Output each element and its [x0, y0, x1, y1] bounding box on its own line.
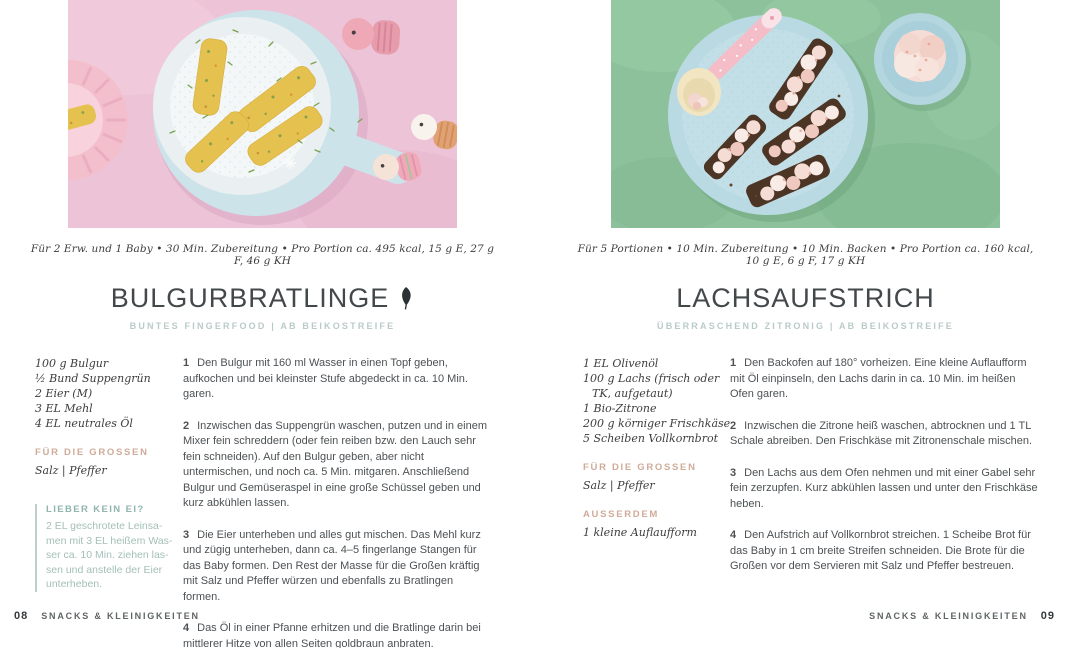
- ingredient-item: 4 EL neutrales Öl: [35, 417, 133, 430]
- for-adults-heading: FÜR DIE GROSSEN: [583, 462, 697, 473]
- chapter-label: SNACKS & KLEINIGKEITEN: [869, 611, 1028, 621]
- ingredient-item: 5 Scheiben Vollkornbrot: [583, 432, 719, 445]
- ingredients-column: [583, 356, 735, 540]
- tip-line: 2 EL geschrotete Leinsa-: [46, 520, 163, 532]
- salmon-photo-illustration: [611, 0, 1000, 228]
- tip-line: men mit 3 EL heißem Was-: [46, 534, 173, 547]
- ingredient-item: 1 EL Olivenöl: [583, 357, 659, 370]
- recipe-subtitle: ÜBERRASCHEND ZITRONIG | AB BEIKOSTREIFE: [657, 321, 954, 331]
- page-number: 08: [14, 610, 29, 622]
- for-adults-heading: FÜR DIE GROSSEN: [35, 447, 149, 458]
- step-2: [730, 419, 1038, 450]
- bulgur-photo-illustration: [68, 0, 457, 228]
- recipe-title-row: [30, 283, 495, 314]
- step-1: [730, 356, 1038, 403]
- recipe-title: LACHSAUFSTRICH: [676, 283, 935, 313]
- step-text: Den Bulgur mit 160 ml Wasser in einen Topf geben, aufkochen und bei kleinster Stufe abgedeckt in ca. 10 Min. garen.: [183, 357, 468, 400]
- step-3: [730, 466, 1038, 513]
- step-number: 4: [183, 622, 190, 634]
- page-left-bulgurbratlinge: [0, 0, 534, 648]
- ingredient-item: ½ Bund Suppengrün: [35, 372, 151, 385]
- page-number: 09: [1040, 610, 1055, 622]
- tip-line: unterheben.: [46, 578, 103, 590]
- step-number: 4: [730, 529, 737, 541]
- vegetarian-leaf-icon: [398, 286, 414, 310]
- recipe-subtitle: BUNTES FINGERFOOD | AB BEIKOSTREIFE: [129, 321, 396, 331]
- also-needed-heading: AUSSERDEM: [583, 509, 660, 520]
- step-text: Den Backofen auf 180° vorheizen. Eine kleine Auflaufform mit Öl einpinseln, den Lachs darin in ca. 10 Min. im heißen Ofen garen.: [730, 357, 1027, 400]
- tip-text: [46, 519, 183, 592]
- ingredient-item: 200 g körniger Frischkäse: [583, 417, 731, 430]
- recipe-title: BULGURBRATLINGE: [110, 283, 390, 313]
- chapter-label: SNACKS & KLEINIGKEITEN: [41, 611, 200, 621]
- egg-free-tip-box: [35, 504, 183, 592]
- ingredient-item: 100 g Bulgur: [35, 357, 109, 370]
- tip-line: ser ca. 10 Min. ziehen las-: [46, 549, 169, 561]
- ingredient-item: 100 g Lachs (frisch oder TK, aufgetaut): [583, 372, 720, 400]
- step-text: Das Öl in einer Pfanne erhitzen und die Bratlinge darin bei mittlerer Hitze von allen Seiten goldbraun anbraten.: [183, 622, 481, 648]
- also-needed-text: 1 kleine Auflaufform: [583, 526, 697, 539]
- recipe-photo-bulgurbratlinge: [68, 0, 457, 228]
- step-text: Die Eier unterheben und alles gut mischen. Das Mehl kurz und zügig unterheben, dann ca. 4–5 fingerlange Stangen für das Baby formen. Den Rest der Masse für die Großen kräftig mit Salz und Pfeffer würzen und ebenfalls zu Bratlingen formen.: [183, 528, 481, 603]
- step-text: Inzwischen das Suppengrün waschen, putzen und in einem Mixer fein schreddern (oder fein reiben bzw. den Lauch sehr fein schneiden). Auf den Bulgur geben, aber nicht untermischen, und noch ca. 5 Min. mitgaren. Anschließend Bulgur und Gemüseraspel in eine große Schüssel geben und kurz abkühlen lassen.: [183, 419, 487, 509]
- ingredient-item: 2 Eier (M): [35, 387, 93, 400]
- page-footer: [869, 610, 1055, 622]
- for-adults-text: Salz | Pfeffer: [35, 464, 107, 477]
- step-2: [183, 419, 490, 512]
- step-number: 1: [183, 357, 190, 369]
- step-1: [183, 356, 490, 403]
- white-plate: [153, 17, 331, 195]
- recipe-photo-lachsaufstrich: [611, 0, 1000, 228]
- step-text: Den Aufstrich auf Vollkornbrot streichen. 1 Scheibe Brot für das Baby in 1 cm breite Streifen schneiden. Die Brote für die Großen vor dem Servieren mit Salz und Pfeffer bestreuen.: [730, 529, 1031, 572]
- recipe-title-row: [573, 283, 1038, 314]
- step-number: 2: [183, 419, 190, 432]
- ingredient-item: 1 Bio-Zitrone: [583, 402, 657, 415]
- step-number: 2: [730, 419, 737, 432]
- recipe-meta: Für 2 Erw. und 1 Baby • 30 Min. Zubereitung • Pro Portion ca. 495 kcal, 15 g E, 27 g F, 46 g KH: [30, 243, 495, 267]
- ingredients-column: [35, 356, 183, 592]
- page-footer: [14, 610, 200, 622]
- tip-line: sen und anstelle der Eier: [46, 563, 163, 576]
- steps-column: [183, 356, 490, 648]
- recipe-meta: Für 5 Portionen • 10 Min. Zubereitung • 10 Min. Backen • Pro Portion ca. 160 kcal, 10 g E, 6 g F, 17 g KH: [577, 243, 1034, 267]
- page-right-lachsaufstrich: [534, 0, 1069, 648]
- step-text: Den Lachs aus dem Ofen nehmen und mit einer Gabel sehr fein zerzupfen. Kurz abkühlen lassen und unter den Frischkäse heben.: [730, 466, 1038, 510]
- step-number: 1: [730, 357, 737, 369]
- steps-column: [730, 356, 1038, 591]
- step-3: [183, 528, 490, 606]
- ingredient-item: 3 EL Mehl: [35, 402, 93, 415]
- step-4: [730, 528, 1038, 575]
- step-number: 3: [183, 528, 190, 541]
- tip-heading: LIEBER KEIN EI?: [46, 504, 145, 515]
- step-4: [183, 621, 490, 648]
- step-number: 3: [730, 466, 737, 479]
- step-text: Inzwischen die Zitrone heiß waschen, abtrocknen und 1 TL Schale abreiben. Den Frischkäse mit Zitronenschale mischen.: [730, 419, 1033, 447]
- for-adults-text: Salz | Pfeffer: [583, 479, 655, 492]
